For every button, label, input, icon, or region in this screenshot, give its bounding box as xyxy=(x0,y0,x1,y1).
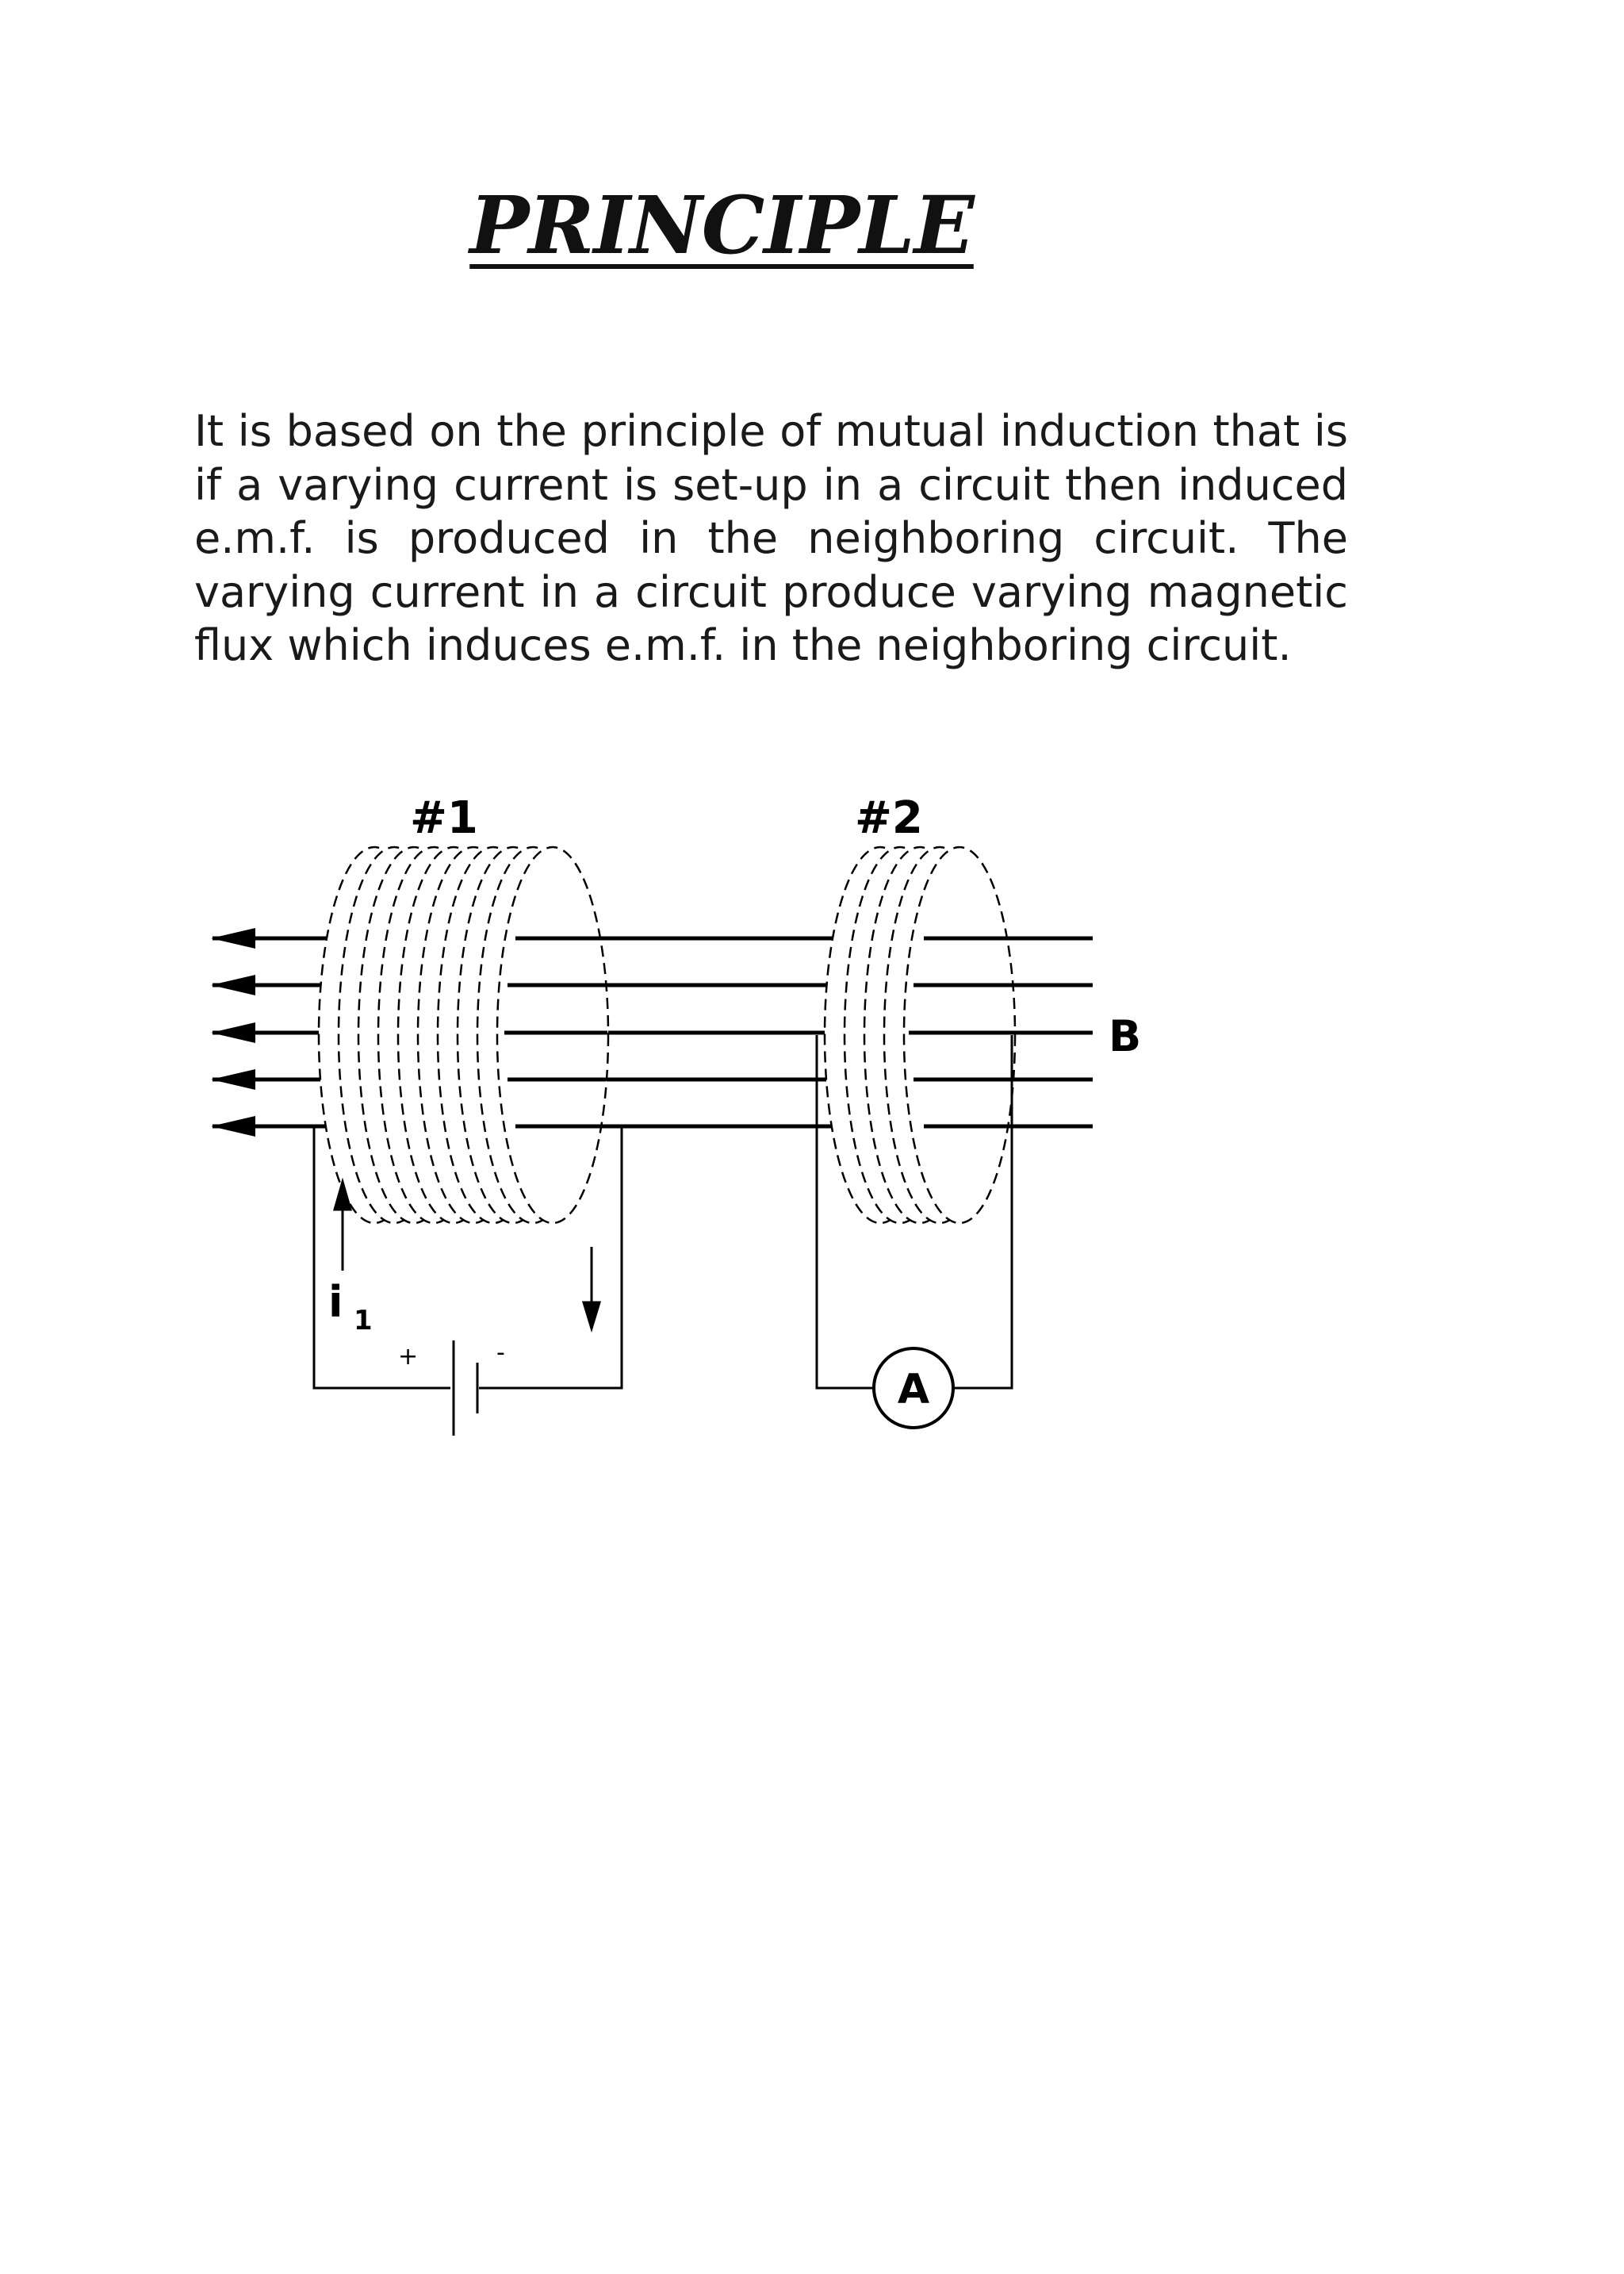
coil1-label: #1 xyxy=(410,792,478,844)
coil2-label: #2 xyxy=(855,792,923,844)
battery-icon xyxy=(454,1340,477,1436)
arrowhead-left-icon xyxy=(211,928,255,949)
battery-minus-label: - xyxy=(496,1339,505,1367)
secondary-coil xyxy=(825,847,1015,1223)
field-arrowheads xyxy=(211,928,255,1137)
arrowhead-left-icon xyxy=(211,1069,255,1090)
principle-paragraph: It is based on the principle of mutual induction that is if a varying current is set-up in a circuit then induced e.m.f. is produced in the neighboring circuit. The varying current in a circuit produce varying magnetic flux which induces e.m.f. in the neighboring circuit. xyxy=(194,406,1348,670)
arrowhead-left-icon xyxy=(211,975,255,995)
battery-plus-label: + xyxy=(398,1343,419,1371)
current-label: i xyxy=(328,1277,343,1327)
field-label: B xyxy=(1109,1011,1142,1061)
page-title: PRINCIPLE xyxy=(469,178,974,272)
primary-coil xyxy=(319,847,608,1223)
arrowhead-left-icon xyxy=(211,1116,255,1137)
ammeter-label: A xyxy=(897,1366,930,1413)
current-subscript: 1 xyxy=(354,1305,373,1336)
arrow-down-icon xyxy=(584,1302,599,1329)
arrowhead-left-icon xyxy=(211,1022,255,1043)
